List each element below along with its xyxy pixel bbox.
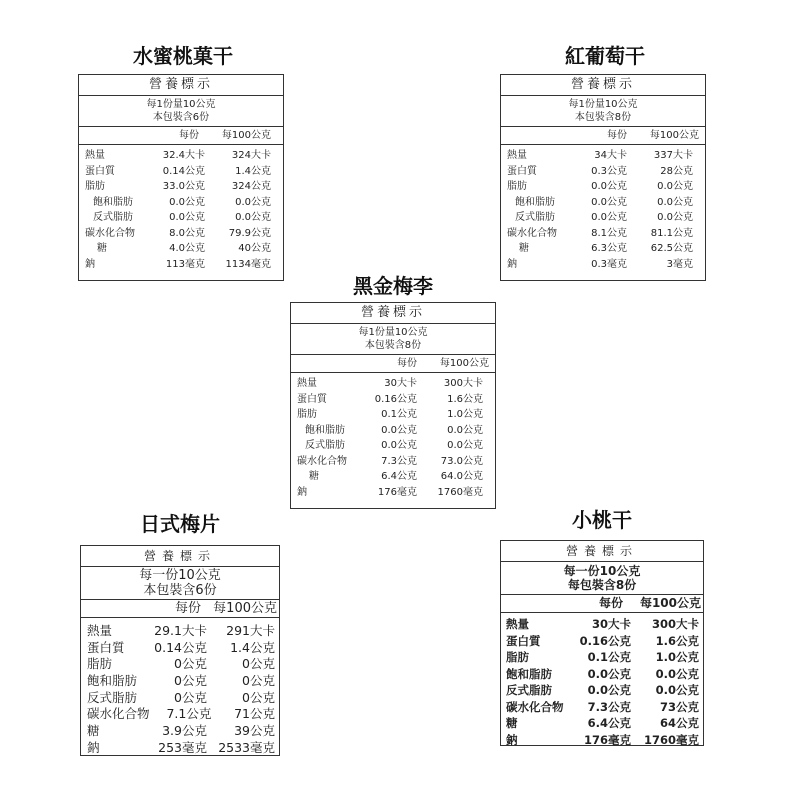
per-100g-value: 28公克 [660, 165, 693, 177]
per-serving-value: 7.3公克 [587, 699, 631, 714]
label-header: 營養標示 [79, 75, 283, 96]
serving-info [501, 96, 705, 127]
nutrition-label [500, 540, 704, 746]
per-serving-value: 0.0公克 [381, 440, 417, 451]
nutrient-row [79, 164, 283, 180]
col-per-serving: 每份 [397, 358, 417, 369]
per-serving-value: 0.3公克 [591, 165, 627, 177]
per-100g-value: 39公克 [234, 723, 275, 739]
per-serving-value: 0.16公克 [374, 393, 417, 405]
per-100g-value: 73.0公克 [440, 455, 483, 467]
nutrient-name: 反式脂肪 [93, 212, 133, 223]
per-100g-value: 300大卡 [443, 378, 483, 389]
per-100g-value: 0.0公克 [657, 196, 693, 208]
nutrient-rows [501, 613, 703, 750]
servings-per-package: 本包裝含8份 [364, 340, 422, 351]
col-per-serving: 每份 [174, 601, 201, 616]
nutrition-label [500, 74, 706, 281]
serving-size: 每1份量10公克 [358, 327, 428, 338]
label-header: 營養標示 [81, 546, 279, 567]
per-serving-value: 0.0公克 [587, 683, 631, 697]
per-serving-value: 0.0公克 [591, 181, 627, 192]
nutrient-name: 糖 [87, 723, 100, 739]
per-100g-value: 1760毫克 [437, 486, 483, 498]
per-100g-value: 0.0公克 [447, 424, 483, 436]
nutrient-name: 鈉 [297, 486, 307, 498]
servings-per-package: 本包裝含6份 [152, 112, 210, 123]
serving-size: 每1份量10公克 [146, 99, 216, 110]
nutrient-name: 碳水化合物 [87, 706, 150, 722]
per-serving-value: 32.4大卡 [162, 150, 205, 161]
per-serving-value: 0.0公克 [169, 196, 205, 208]
nutrient-name: 糖 [309, 471, 319, 482]
label-header: 營養標示 [501, 75, 705, 96]
per-serving-value: 7.1公克 [166, 706, 212, 722]
per-serving-value: 176毫克 [583, 732, 631, 747]
per-serving-value: 0.0公克 [591, 196, 627, 208]
nutrient-row [501, 195, 705, 211]
per-100g-value: 71公克 [234, 706, 275, 722]
nutrient-name: 蛋白質 [87, 639, 125, 655]
product-title: 黑金梅李 [353, 274, 433, 298]
nutrient-name: 飽和脂肪 [93, 196, 133, 208]
per-100g-value: 64.0公克 [440, 471, 483, 482]
per-100g-value: 64公克 [659, 716, 699, 730]
nutrient-row [81, 673, 279, 690]
per-100g-value: 0.0公克 [655, 666, 699, 681]
nutrition-label [80, 545, 280, 756]
serving-size: 每1份量10公克 [568, 99, 638, 110]
serving-info [81, 567, 279, 600]
nutrient-row [291, 485, 495, 501]
col-per-100g: 每100公克 [213, 601, 277, 616]
nutrient-row [291, 376, 495, 392]
per-100g-value: 0.0公克 [655, 683, 699, 697]
per-serving-value: 0.0公克 [381, 424, 417, 436]
per-100g-value: 0.0公克 [657, 212, 693, 223]
nutrient-name: 碳水化合物 [297, 455, 347, 467]
column-headers [291, 355, 495, 373]
nutrient-name: 飽和脂肪 [305, 424, 345, 436]
nutrient-name: 鈉 [85, 258, 95, 270]
nutrient-name: 蛋白質 [506, 633, 541, 648]
col-per-serving: 每份 [607, 130, 627, 141]
nutrient-row [81, 740, 279, 757]
nutrient-row [291, 423, 495, 439]
per-100g-value: 0.0公克 [657, 181, 693, 192]
per-100g-value: 1.0公克 [655, 650, 699, 664]
nutrient-row [79, 179, 283, 195]
nutrient-name: 蛋白質 [507, 165, 537, 177]
nutrient-row [79, 226, 283, 242]
per-serving-value: 0公克 [174, 656, 207, 672]
col-per-100g: 每100公克 [439, 358, 489, 369]
nutrient-name: 糖 [506, 716, 518, 730]
servings-per-package: 每包裝含8份 [567, 578, 637, 592]
nutrient-row [81, 640, 279, 657]
nutrient-row [79, 257, 283, 273]
product-title: 日式梅片 [140, 512, 220, 536]
nutrient-name: 飽和脂肪 [506, 666, 552, 681]
nutrient-row [79, 241, 283, 257]
nutrient-name: 蛋白質 [85, 165, 115, 177]
serving-size: 每一份10公克 [563, 564, 641, 578]
per-serving-value: 6.4公克 [381, 471, 417, 482]
per-100g-value: 1.4公克 [230, 639, 275, 655]
serving-info [291, 324, 495, 355]
per-100g-value: 291大卡 [226, 623, 275, 638]
per-serving-value: 0.3毫克 [591, 258, 627, 270]
per-serving-value: 176毫克 [377, 486, 417, 498]
nutrient-row [501, 164, 705, 180]
nutrient-row [501, 666, 703, 683]
label-header: 營養標示 [501, 541, 703, 562]
nutrient-name: 脂肪 [87, 656, 113, 672]
per-100g-value: 0.0公克 [447, 440, 483, 451]
nutrient-row [79, 148, 283, 164]
per-serving-value: 8.0公克 [169, 227, 205, 239]
serving-info [79, 96, 283, 127]
nutrient-row [501, 257, 705, 273]
servings-per-package: 本包裝含8份 [574, 112, 632, 123]
per-serving-value: 253毫克 [158, 739, 207, 755]
nutrient-row [501, 179, 705, 195]
column-headers [501, 595, 703, 613]
nutrient-row [501, 616, 703, 633]
col-per-serving: 每份 [179, 130, 199, 141]
per-serving-value: 6.4公克 [587, 716, 631, 730]
nutrient-name: 熱量 [506, 617, 529, 631]
nutrient-name: 反式脂肪 [87, 689, 138, 705]
nutrient-row [81, 690, 279, 707]
per-serving-value: 4.0公克 [169, 243, 205, 254]
per-100g-value: 0公克 [242, 656, 275, 672]
per-serving-value: 7.3公克 [381, 455, 417, 467]
nutrient-row [501, 732, 703, 749]
per-100g-value: 0公克 [242, 673, 275, 689]
nutrient-name: 熱量 [507, 150, 527, 161]
col-per-serving: 每份 [598, 596, 623, 610]
nutrient-row [81, 723, 279, 740]
product-title: 水蜜桃菓干 [133, 44, 233, 68]
nutrient-name: 糖 [519, 243, 529, 254]
nutrient-name: 反式脂肪 [515, 212, 555, 223]
nutrient-row [79, 210, 283, 226]
per-100g-value: 1.4公克 [235, 165, 271, 177]
nutrient-name: 反式脂肪 [305, 440, 345, 451]
nutrient-row [79, 195, 283, 211]
nutrient-row [501, 241, 705, 257]
nutrient-name: 脂肪 [507, 181, 527, 192]
nutrient-row [501, 649, 703, 666]
nutrient-name: 熱量 [85, 150, 105, 161]
nutrient-rows [501, 145, 705, 274]
per-100g-value: 300大卡 [651, 617, 699, 631]
nutrient-row [501, 633, 703, 650]
per-100g-value: 0公克 [242, 689, 275, 705]
per-serving-value: 6.3公克 [591, 243, 627, 254]
nutrient-name: 脂肪 [506, 650, 529, 664]
nutrient-row [501, 699, 703, 716]
per-100g-value: 0.0公克 [235, 212, 271, 223]
servings-per-package: 本包裝含6份 [143, 583, 217, 598]
per-100g-value: 1.6公克 [447, 393, 483, 405]
nutrient-name: 碳水化合物 [85, 227, 135, 239]
nutrient-name: 蛋白質 [297, 393, 327, 405]
per-serving-value: 0.1公克 [381, 409, 417, 420]
nutrient-name: 飽和脂肪 [87, 673, 138, 689]
col-per-100g: 每100公克 [639, 596, 701, 610]
nutrient-name: 脂肪 [85, 181, 105, 192]
per-100g-value: 1760毫克 [643, 732, 699, 747]
nutrition-label [78, 74, 284, 281]
per-serving-value: 0.1公克 [587, 650, 631, 664]
per-serving-value: 0公克 [174, 673, 207, 689]
column-headers [501, 127, 705, 145]
nutrient-row [501, 682, 703, 699]
nutrient-name: 鈉 [87, 739, 100, 755]
per-100g-value: 324大卡 [231, 150, 271, 161]
per-serving-value: 0.14公克 [162, 165, 205, 177]
per-100g-value: 1134毫克 [225, 258, 271, 270]
per-100g-value: 324公克 [231, 181, 271, 192]
per-100g-value: 81.1公克 [650, 227, 693, 239]
nutrient-row [291, 454, 495, 470]
nutrient-row [291, 392, 495, 408]
per-100g-value: 337大卡 [653, 150, 693, 161]
product-title: 紅葡萄干 [565, 44, 645, 68]
nutrient-row [291, 407, 495, 423]
per-100g-value: 0.0公克 [235, 196, 271, 208]
col-per-100g: 每100公克 [221, 130, 271, 141]
nutrient-row [501, 226, 705, 242]
nutrition-label [290, 302, 496, 509]
serving-size: 每一份10公克 [139, 568, 221, 583]
nutrient-row [291, 438, 495, 454]
per-100g-value: 40公克 [238, 243, 271, 254]
per-100g-value: 1.0公克 [447, 409, 483, 420]
per-serving-value: 3.9公克 [162, 723, 207, 739]
per-100g-value: 3毫克 [666, 258, 693, 270]
nutrient-rows [81, 618, 279, 759]
per-serving-value: 0.0公克 [591, 212, 627, 223]
nutrient-name: 糖 [97, 243, 107, 254]
per-serving-value: 113毫克 [165, 258, 205, 270]
label-header: 營養標示 [291, 303, 495, 324]
column-headers [81, 600, 279, 618]
per-serving-value: 0公克 [174, 689, 207, 705]
per-serving-value: 29.1大卡 [154, 623, 207, 638]
product-title: 小桃干 [572, 508, 632, 532]
nutrient-rows [79, 145, 283, 274]
nutrient-row [501, 210, 705, 226]
per-100g-value: 62.5公克 [650, 243, 693, 254]
per-100g-value: 2533毫克 [218, 739, 275, 755]
nutrient-name: 熱量 [297, 378, 317, 389]
per-serving-value: 30大卡 [384, 378, 417, 389]
per-serving-value: 0.14公克 [154, 639, 207, 655]
nutrient-row [81, 623, 279, 640]
nutrient-name: 熱量 [87, 623, 113, 638]
nutrient-rows [291, 373, 495, 502]
per-serving-value: 30大卡 [591, 617, 631, 631]
per-serving-value: 0.0公克 [587, 666, 631, 681]
nutrient-row [291, 469, 495, 485]
per-serving-value: 0.0公克 [169, 212, 205, 223]
column-headers [79, 127, 283, 145]
per-serving-value: 34大卡 [594, 150, 627, 161]
per-serving-value: 0.16公克 [579, 633, 631, 648]
nutrient-row [81, 706, 279, 723]
per-serving-value: 33.0公克 [162, 181, 205, 192]
per-100g-value: 1.6公克 [655, 633, 699, 648]
per-100g-value: 79.9公克 [228, 227, 271, 239]
nutrient-name: 脂肪 [297, 409, 317, 420]
nutrient-name: 碳水化合物 [507, 227, 557, 239]
nutrient-name: 碳水化合物 [506, 699, 564, 714]
per-100g-value: 73公克 [659, 699, 699, 714]
nutrient-name: 反式脂肪 [506, 683, 552, 697]
col-per-100g: 每100公克 [649, 130, 699, 141]
nutrient-row [81, 656, 279, 673]
nutrient-name: 飽和脂肪 [515, 196, 555, 208]
nutrient-name: 鈉 [506, 732, 518, 747]
per-serving-value: 8.1公克 [591, 227, 627, 239]
nutrient-name: 鈉 [507, 258, 517, 270]
serving-info [501, 562, 703, 595]
nutrient-row [501, 715, 703, 732]
nutrient-row [501, 148, 705, 164]
